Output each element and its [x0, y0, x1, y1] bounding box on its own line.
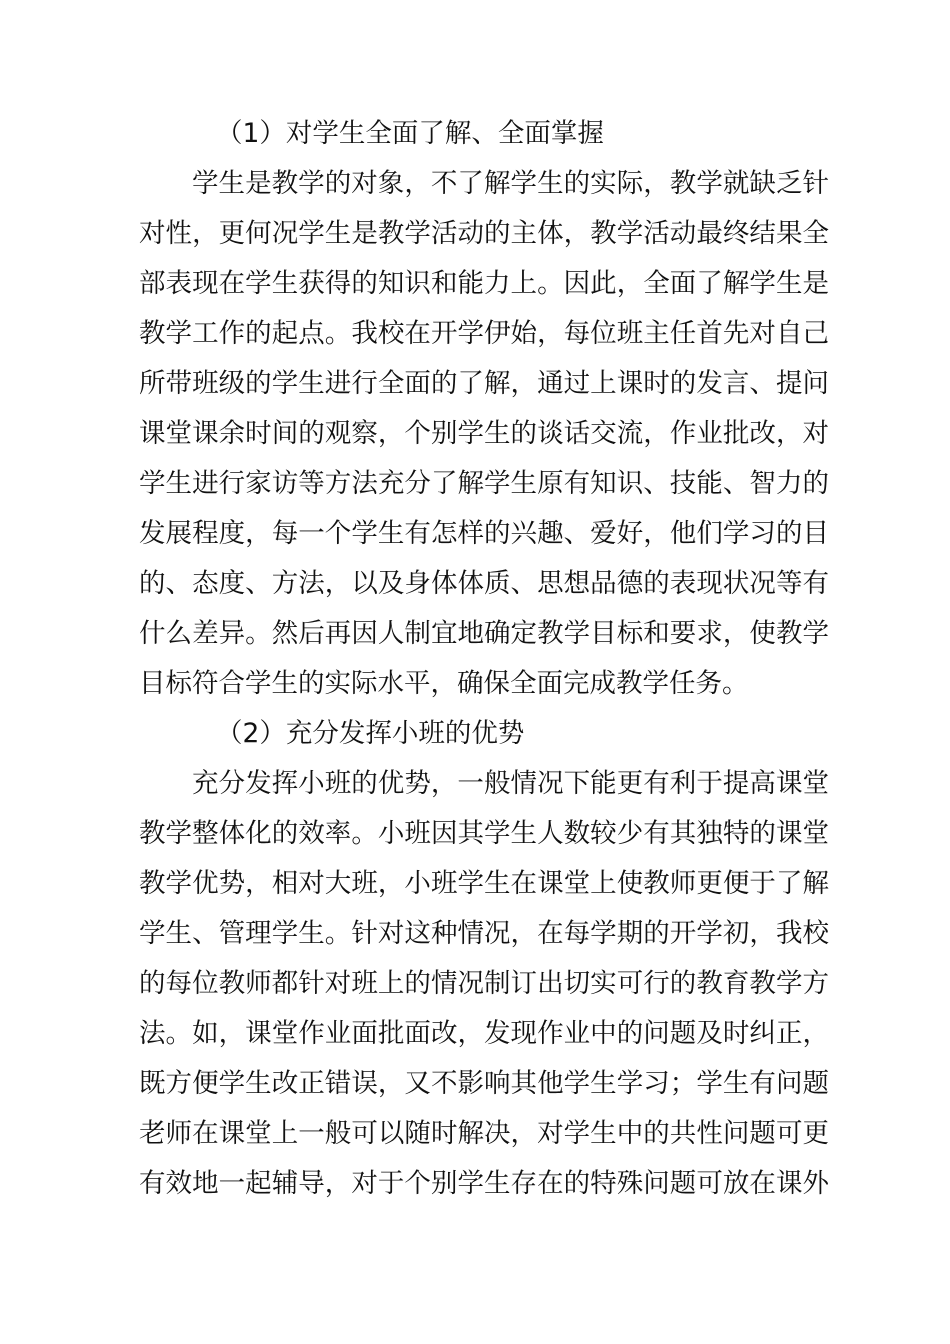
section1-paragraph-line: 所带班级的学生进行全面的了解，通过上课时的发言、提问: [139, 368, 829, 399]
section2-paragraph-line: 既方便学生改正错误，又不影响其他学生学习；学生有问题: [139, 1068, 829, 1099]
section1-paragraph-line: 什么差异。然后再因人制宜地确定教学目标和要求，使教学: [139, 618, 829, 649]
section2-paragraph-line: 教学优势，相对大班，小班学生在课堂上使教师更便于了解: [139, 868, 829, 899]
section1-heading: （1）对学生全面了解、全面掌握: [216, 118, 604, 149]
section2-heading: （2）充分发挥小班的优势: [216, 718, 525, 749]
section2-paragraph-line: 的每位教师都针对班上的情况制订出切实可行的教育教学方: [139, 968, 829, 999]
section1-paragraph-line: 学生进行家访等方法充分了解学生原有知识、技能、智力的: [139, 468, 829, 499]
section1-paragraph-line: 对性，更何况学生是教学活动的主体，教学活动最终结果全: [139, 218, 829, 249]
section2-paragraph-line: 法。如，课堂作业面批面改，发现作业中的问题及时纠正，: [139, 1018, 829, 1049]
section1-paragraph-line: 发展程度，每一个学生有怎样的兴趣、爱好，他们学习的目: [139, 518, 829, 549]
section2-paragraph-line: 教学整体化的效率。小班因其学生人数较少有其独特的课堂: [139, 818, 829, 849]
section1-paragraph-line: 的、态度、方法，以及身体体质、思想品德的表现状况等有: [139, 568, 829, 599]
section2-paragraph-line: 老师在课堂上一般可以随时解决，对学生中的共性问题可更: [139, 1118, 829, 1149]
section2-paragraph-line: 有效地一起辅导，对于个别学生存在的特殊问题可放在课外: [139, 1168, 829, 1199]
section1-paragraph-line: 部表现在学生获得的知识和能力上。因此，全面了解学生是: [139, 268, 829, 299]
section2-paragraph-line: 学生、管理学生。针对这种情况，在每学期的开学初，我校: [139, 918, 829, 949]
section1-paragraph-line: 目标符合学生的实际水平，确保全面完成教学任务。: [139, 668, 749, 699]
section2-paragraph-line: 充分发挥小班的优势，一般情况下能更有利于提高课堂: [192, 768, 829, 799]
section1-paragraph-line: 教学工作的起点。我校在开学伊始，每位班主任首先对自己: [139, 318, 829, 349]
section1-paragraph-line: 学生是教学的对象，不了解学生的实际，教学就缺乏针: [192, 168, 829, 199]
section1-paragraph-line: 课堂课余时间的观察，个别学生的谈话交流，作业批改，对: [139, 418, 829, 449]
